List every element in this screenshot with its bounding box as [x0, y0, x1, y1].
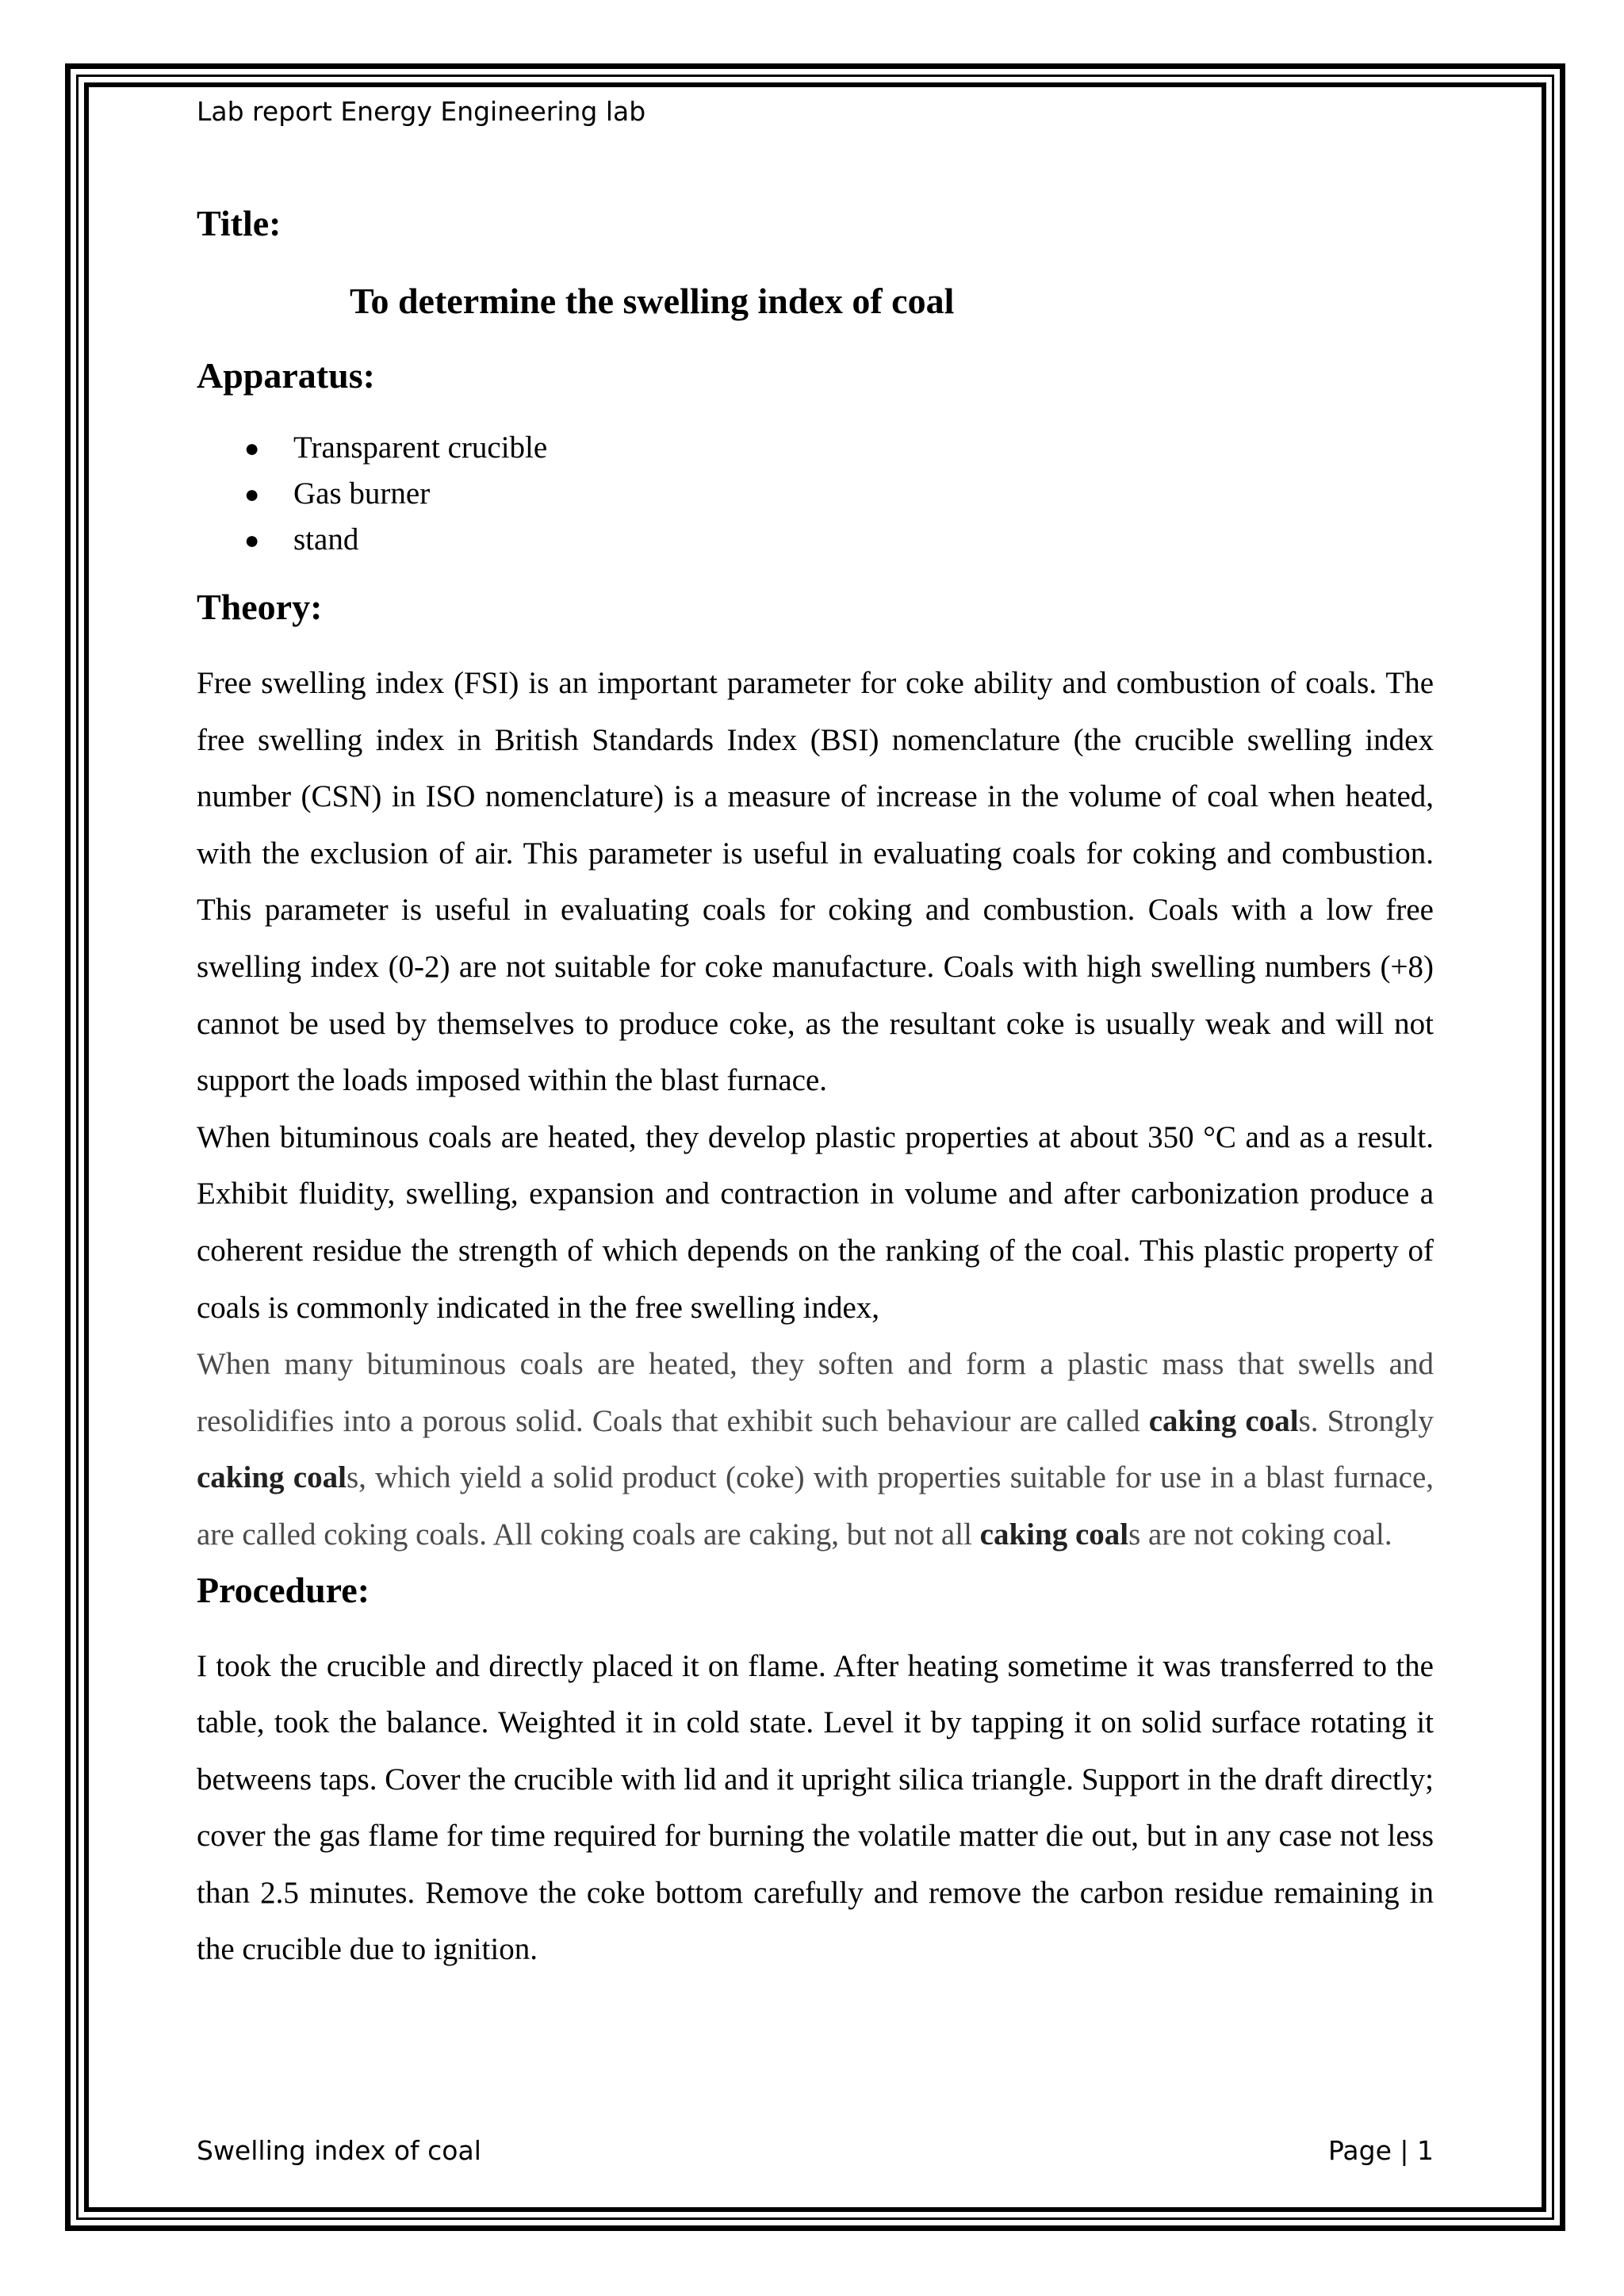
bullet-icon: ●: [244, 480, 260, 508]
apparatus-list: [197, 425, 1434, 563]
page-header: Lab report Energy Engineering lab: [197, 96, 646, 127]
theory-paragraph-3: When many bituminous coals are heated, they soften and form a plastic mass that swells and resolidifies into a porous solid. Coals that exhibit such behaviour are called caking coals. Strongly caking coals, which yield a solid product (coke) with properties suitable for use in a blast furnace, are called coking coals. All coking coals are caking, but not all caking coals are not coking coal.: [197, 1347, 1434, 1552]
title-heading: Title:: [197, 203, 282, 243]
procedure-heading: Procedure:: [197, 1569, 370, 1610]
bold-term: caking coal: [197, 1460, 347, 1495]
bullet-icon: ●: [244, 526, 260, 554]
list-item: ● Gas burner: [197, 471, 1434, 517]
theory-paragraph-2: When bituminous coals are heated, they develop plastic properties at about 350 °C and as a result. Exhibit fluidity, swelling, expansion and contraction in volume and after carbonization produce a coherent residue the strength of which depends on the ranking of the coal. This plastic property of coals is commonly indicated in the free swelling index,: [197, 1119, 1434, 1325]
apparatus-heading: Apparatus:: [197, 355, 375, 396]
page-footer: [197, 2133, 1434, 2169]
report-title: To determine the swelling index of coal: [350, 281, 955, 321]
theory-paragraph-1: Free swelling index (FSI) is an important parameter for coke ability and combustion of coals. The free swelling index in British Standards Index (BSI) nomenclature (the crucible swelling index number (CSN) in ISO nomenclature) is a measure of increase in the volume of coal when heated, with the exclusion of air. This parameter is useful in evaluating coals for coking and combustion. This parameter is useful in evaluating coals for coking and combustion. Coals with a low free swelling index (0-2) are not suitable for coke manufacture. Coals with high swelling numbers (+8) cannot be used by themselves to produce coke, as the resultant coke is usually weak and will not support the loads imposed within the blast furnace.: [197, 666, 1434, 1098]
bold-term: caking coal: [1148, 1403, 1299, 1438]
procedure-paragraph: I took the crucible and directly placed it on flame. After heating sometime it was transferred to the table, took the balance. Weighted it in cold state. Level it by tapping it on solid surface rotating it betweens taps. Cover the crucible with lid and it upright silica triangle. Support in the draft directly; cover the gas flame for time required for burning the volatile matter die out, but in any case not less than 2.5 minutes. Remove the coke bottom carefully and remove the carbon residue remaining in the crucible due to ignition.: [197, 1648, 1434, 1967]
theory-heading: Theory:: [197, 587, 323, 627]
footer-title: Swelling index of coal: [197, 2135, 481, 2166]
page-number: Page | 1: [1328, 2135, 1434, 2166]
bullet-icon: ●: [244, 434, 260, 462]
list-item: ● Transparent crucible: [197, 425, 1434, 471]
list-item: ● stand: [197, 517, 1434, 563]
page-content: [197, 94, 1434, 1978]
bold-term: caking coal: [979, 1517, 1129, 1552]
